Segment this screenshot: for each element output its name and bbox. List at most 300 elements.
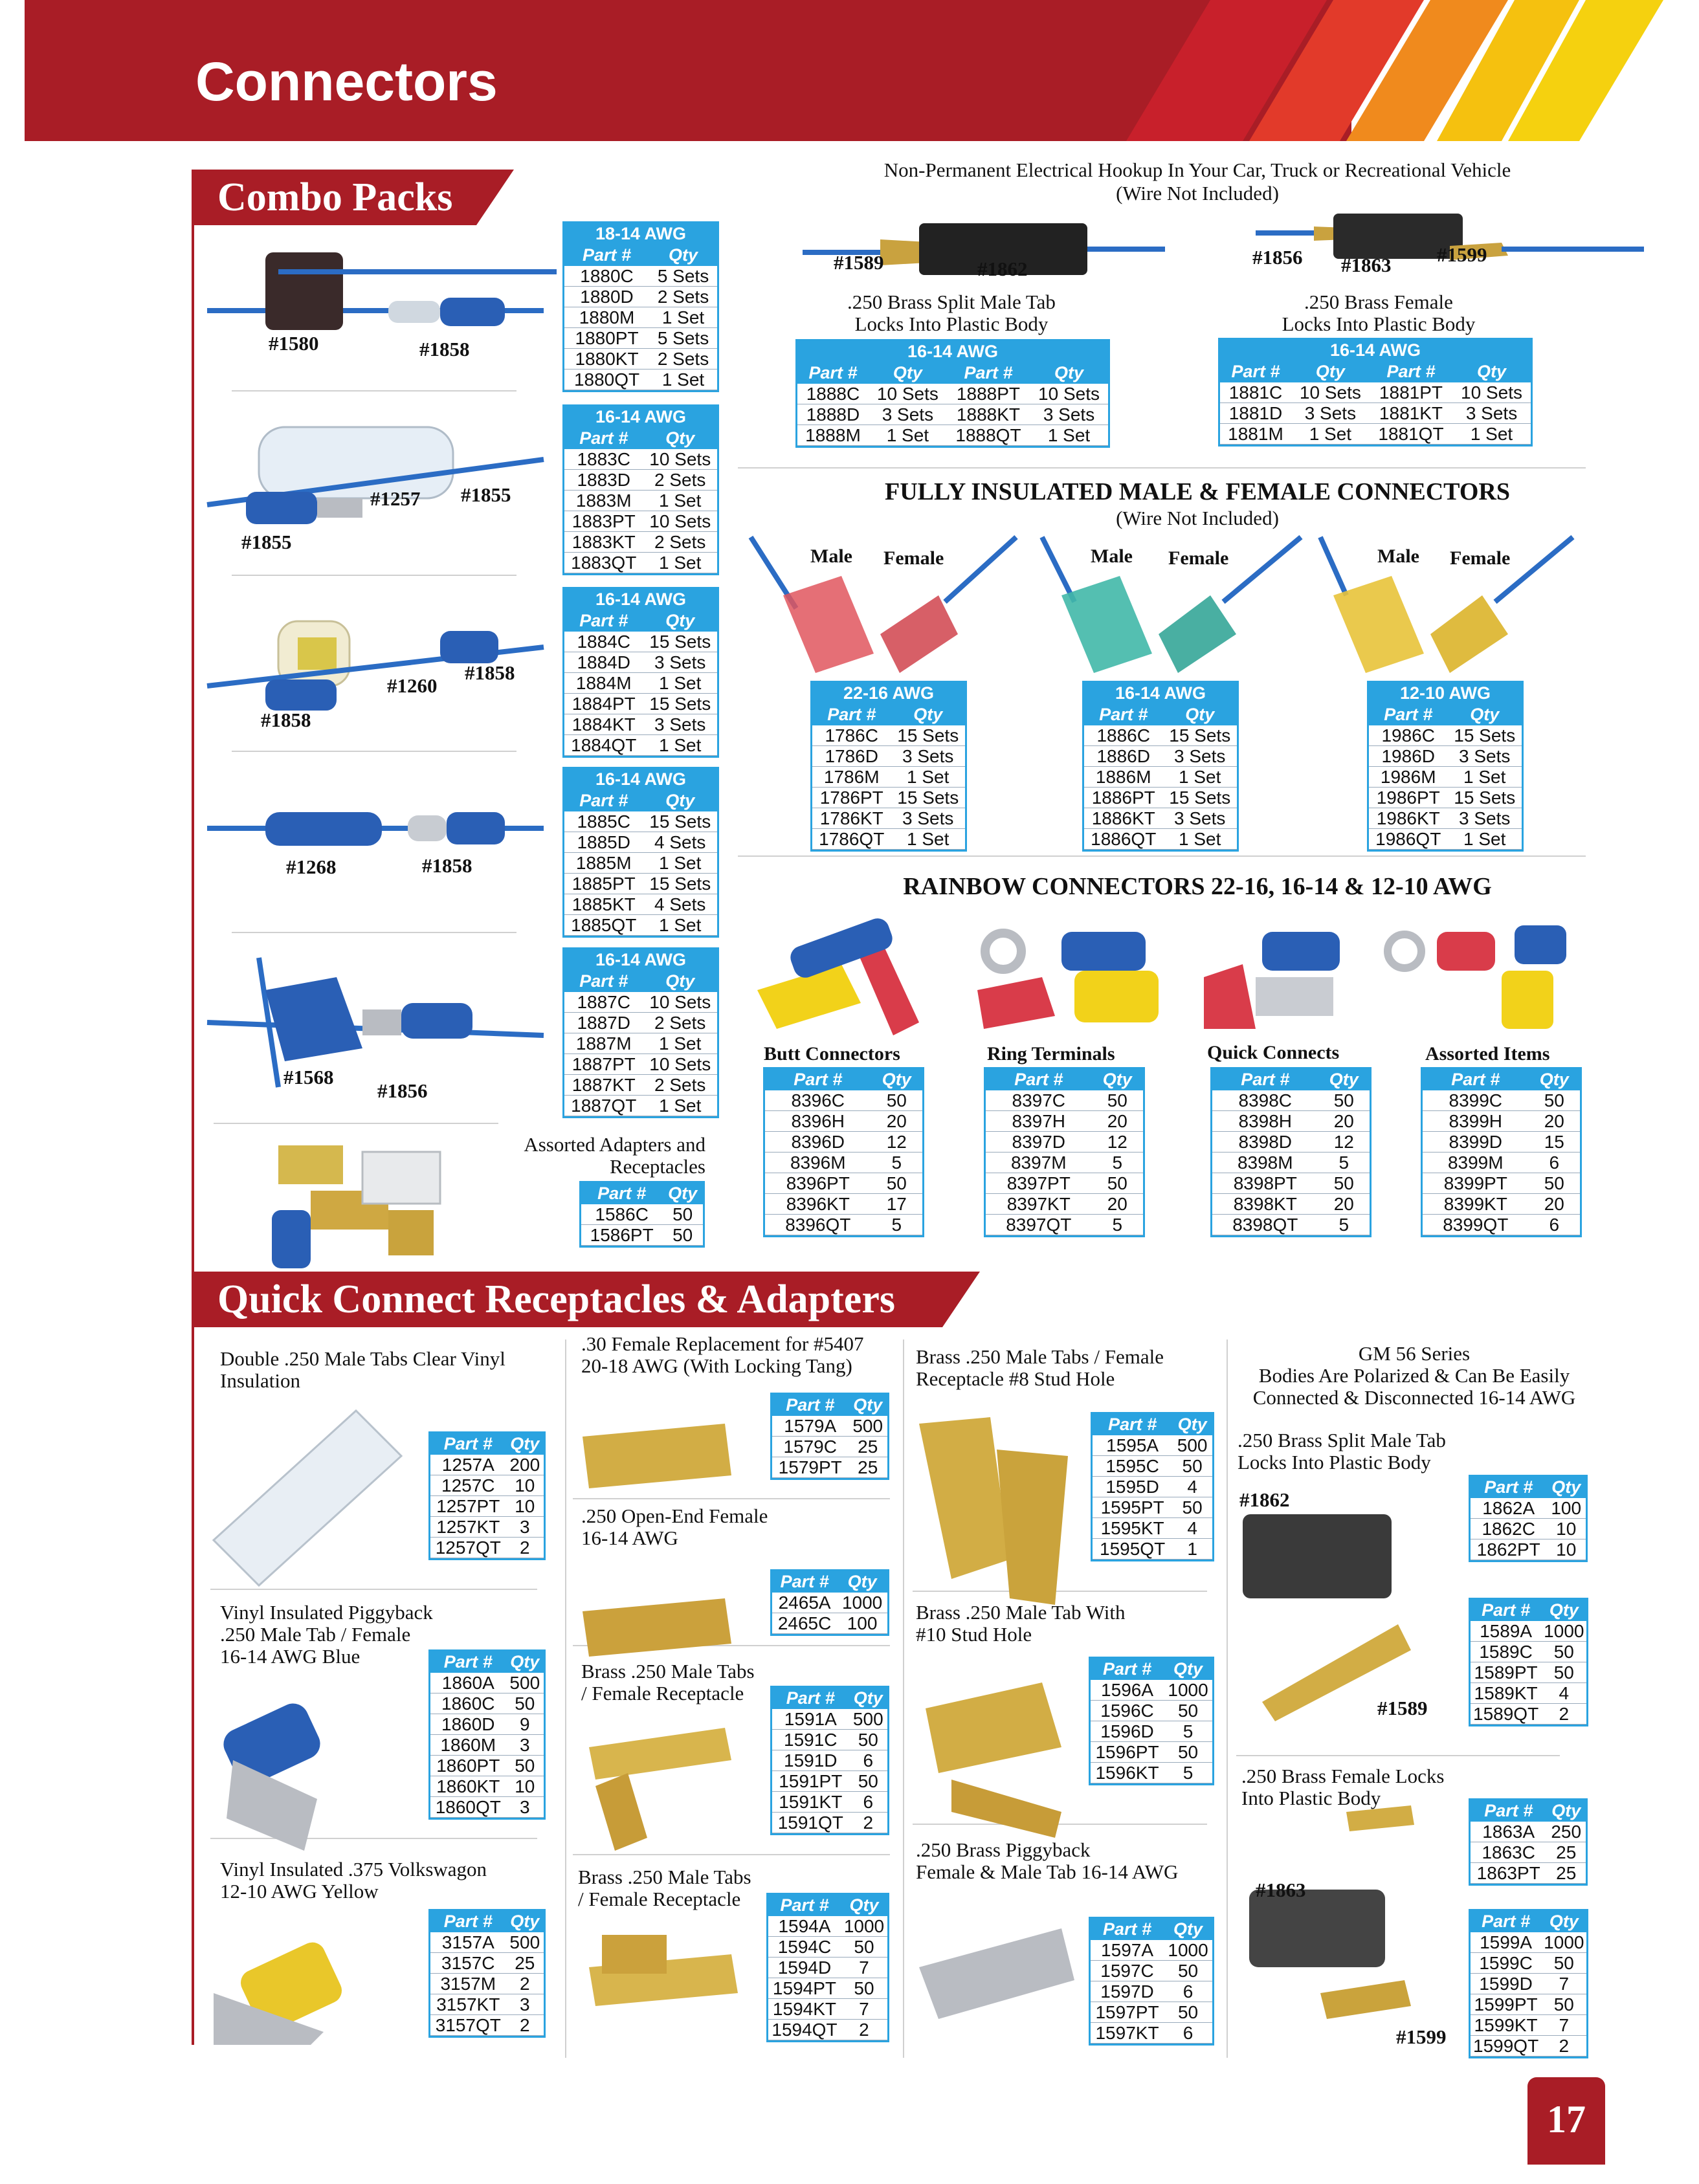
qty-cell: 50 — [1541, 1953, 1586, 1974]
part-number-cell: 1597C — [1091, 1961, 1164, 1981]
quick-col4-images — [1236, 1488, 1469, 2058]
qty-cell: 50 — [1172, 1497, 1212, 1518]
part-number-cell: 8398M — [1212, 1153, 1318, 1173]
category-label: Quick Connects — [1207, 1042, 1340, 1063]
part-number-cell: 1881M — [1220, 424, 1291, 445]
part-number-cell: 1579PT — [772, 1457, 848, 1478]
caption: Brass .250 Male Tabs / Female — [916, 1345, 1164, 1368]
part-number-cell: 1257KT — [430, 1517, 506, 1538]
caption: Double .250 Male Tabs Clear Vinyl — [220, 1347, 505, 1370]
part-label: #1580 — [269, 332, 319, 355]
table-row — [564, 992, 717, 1013]
part-label: #1858 — [465, 661, 515, 684]
part-number-cell: 1599A — [1471, 1932, 1541, 1953]
table-row — [564, 287, 717, 307]
caption: .250 Brass Piggyback — [916, 1838, 1091, 1861]
part-number-cell: 1595A — [1093, 1435, 1172, 1456]
qty-cell: 6 — [1529, 1215, 1580, 1235]
part-number-cell: 1986C — [1369, 725, 1447, 746]
part-number-cell: 1595PT — [1093, 1497, 1172, 1518]
table-row — [772, 1730, 887, 1750]
part-number-cell: 1257C — [430, 1475, 506, 1496]
part-number-cell: 1863A — [1471, 1822, 1546, 1842]
part-number-cell: 8396H — [765, 1111, 871, 1132]
parts-table-1886: 16-14 AWG Part # Qty 1886C 15 Sets 1886D 3 Sets 1886M 1 Set 1886PT 15 Sets 1886KT 3 Sets 1886QT 1 Set — [1084, 683, 1237, 850]
qty-cell: 2 — [506, 2015, 544, 2036]
table-row — [564, 449, 717, 470]
table-row — [768, 1978, 887, 1999]
table-row — [1369, 767, 1522, 788]
table-row — [768, 1937, 887, 1958]
qty-cell: 3 Sets — [1030, 404, 1108, 425]
qty-cell: 100 — [1546, 1498, 1586, 1519]
qty-cell: 4 — [1172, 1518, 1212, 1539]
female-label: Female — [1450, 547, 1511, 569]
table-row — [772, 1709, 887, 1730]
qty-cell: 1 Set — [891, 829, 965, 850]
part-number-cell: 8397C — [986, 1090, 1092, 1111]
qty-cell: 10 — [506, 1475, 544, 1496]
qty-cell: 1 Set — [891, 767, 965, 788]
qty-cell: 6 — [849, 1792, 887, 1813]
part-number-cell: 8396C — [765, 1090, 871, 1111]
qty-cell: 1 Set — [1291, 424, 1370, 445]
qty-cell: 5 — [1318, 1153, 1370, 1173]
qty-cell: 15 Sets — [643, 874, 717, 894]
caption: Locks Into Plastic Body — [1238, 1451, 1431, 1473]
table-row — [430, 1475, 544, 1496]
qty-cell: 50 — [1529, 1090, 1580, 1111]
part-number-cell: 8397H — [986, 1111, 1092, 1132]
qty-cell: 50 — [1541, 1642, 1586, 1662]
part-number-cell: 1860D — [430, 1714, 506, 1735]
qty-cell: 6 — [1164, 1981, 1212, 2002]
table-row — [564, 673, 717, 694]
part-number-cell: 8398KT — [1212, 1194, 1318, 1215]
table-row — [564, 1054, 717, 1075]
part-number-cell: 1594D — [768, 1958, 841, 1978]
table-row — [1084, 725, 1237, 746]
hookup-sub: (Wire Not Included) — [1116, 182, 1279, 204]
qty-cell: 50 — [849, 1730, 887, 1750]
table-row — [430, 1756, 544, 1776]
qty-cell: 1000 — [1164, 1680, 1212, 1701]
part-number-cell: 8399PT — [1423, 1173, 1529, 1194]
qty-cell: 7 — [1541, 1974, 1586, 1994]
qty-cell: 50 — [1318, 1173, 1370, 1194]
table-row — [430, 1994, 544, 2015]
part-number-cell: 1594PT — [768, 1978, 841, 1999]
qty-cell: 50 — [506, 1756, 544, 1776]
part-number-cell: 1880M — [564, 307, 649, 328]
qty-cell: 20 — [1092, 1111, 1143, 1132]
table-row — [1212, 1111, 1370, 1132]
qty-cell: 2 — [506, 1974, 544, 1994]
part-number-cell: 1881C — [1220, 382, 1291, 403]
table-row — [1093, 1435, 1212, 1456]
male-tab-caption-2: Locks Into Plastic Body — [854, 313, 1049, 335]
part-number-cell: 1884PT — [564, 694, 643, 714]
table-row — [564, 915, 717, 936]
table-row — [1091, 1940, 1212, 1961]
part-number-cell: 1884C — [564, 632, 643, 652]
qty-cell: 50 — [1541, 1662, 1586, 1683]
parts-table-1599: Part # Qty 1599A 1000 1599C 50 1599D 7 1599PT 50 1599KT 7 1599QT 2 — [1471, 1911, 1586, 2057]
table-row — [986, 1194, 1143, 1215]
qty-cell: 5 — [1318, 1215, 1370, 1235]
table-row — [772, 1750, 887, 1771]
part-number-cell: 1880D — [564, 287, 649, 307]
table-row — [564, 553, 717, 573]
qty-cell: 20 — [1092, 1194, 1143, 1215]
part-number-cell: 1594A — [768, 1916, 841, 1937]
table-row — [1091, 2023, 1212, 2044]
gm-caption: Bodies Are Polarized & Can Be Easily — [1258, 1364, 1570, 1387]
parts-table-1881: 16-14 AWG Part # Qty Part # Qty 1881C 10 Sets 1881PT 10 Sets 1881D 3 Sets 1881KT 3 Sets 1881M 1 Set 1881QT 1 Set — [1220, 340, 1531, 445]
part-label: #1855 — [461, 483, 511, 506]
table-row — [765, 1215, 922, 1235]
qty-cell: 5 Sets — [649, 328, 717, 349]
table-row — [772, 1771, 887, 1792]
part-number-cell: 1888KT — [947, 404, 1030, 425]
table-row — [1084, 746, 1237, 767]
part-number-cell: 1885QT — [564, 915, 643, 936]
combo-packs-banner — [192, 170, 476, 225]
table-row — [564, 491, 717, 511]
male-label: Male — [1377, 546, 1419, 567]
part-number-cell: 1597D — [1091, 1981, 1164, 2002]
part-number-cell: 1888D — [797, 404, 869, 425]
part-number-cell: 1886M — [1084, 767, 1162, 788]
divider — [232, 390, 516, 392]
part-number-cell: 8398QT — [1212, 1215, 1318, 1235]
part-number-cell: 1786KT — [812, 808, 891, 829]
table-row — [564, 832, 717, 853]
part-number-cell: 1596A — [1091, 1680, 1164, 1701]
table-row — [1091, 1701, 1212, 1721]
parts-table-1862: Part # Qty 1862A 100 1862C 10 1862PT 10 — [1471, 1477, 1586, 1560]
part-number-cell: 1589QT — [1471, 1704, 1541, 1725]
table-row — [430, 1735, 544, 1756]
parts-table-1884: 16-14 AWG Part # Qty 1884C 15 Sets 1884D 3 Sets 1884M 1 Set 1884PT 15 Sets 1884KT 3 Sets 1884QT 1 Set — [564, 589, 717, 756]
part-number-cell: 1885M — [564, 853, 643, 874]
part-number-cell: 1884D — [564, 652, 643, 673]
part-number-cell: 1591KT — [772, 1792, 849, 1813]
male-tab-caption: .250 Brass Split Male Tab — [847, 291, 1056, 313]
qty-cell: 3 Sets — [869, 404, 947, 425]
part-label: #1568 — [283, 1066, 334, 1088]
qty-cell: 1 Set — [1030, 425, 1108, 446]
part-number-cell: 8396KT — [765, 1194, 871, 1215]
part-number-cell: 1591D — [772, 1750, 849, 1771]
part-number-cell: 1880PT — [564, 328, 649, 349]
qty-cell: 1 Set — [643, 553, 717, 573]
part-number-cell: 1880KT — [564, 349, 649, 370]
qty-cell: 1 Set — [649, 370, 717, 390]
part-number-cell: 1597A — [1091, 1940, 1164, 1961]
part-number-cell: 1880QT — [564, 370, 649, 390]
qty-cell: 3 Sets — [891, 746, 965, 767]
part-number-cell: 1887M — [564, 1033, 643, 1054]
part-number-cell: 1591QT — [772, 1813, 849, 1833]
part-number-cell: 1594KT — [768, 1999, 841, 2020]
table-row — [1212, 1132, 1370, 1153]
table-row — [564, 1075, 717, 1096]
part-number-cell: 1257A — [430, 1455, 506, 1475]
part-number-cell: 1586PT — [581, 1225, 662, 1246]
part-number-cell: 1986QT — [1369, 829, 1447, 850]
part-number-cell: 1257PT — [430, 1496, 506, 1517]
page-number: 17 — [1527, 2077, 1605, 2165]
part-number-cell: 1883KT — [564, 532, 643, 553]
part-number-cell: 8398PT — [1212, 1173, 1318, 1194]
qty-cell: 3 — [506, 1797, 544, 1818]
caption: Into Plastic Body — [1241, 1787, 1381, 1809]
qty-cell: 1 Set — [643, 735, 717, 756]
qty-cell: 7 — [841, 1958, 887, 1978]
parts-table-1880: 18-14 AWG Part # Qty 1880C 5 Sets 1880D 2 Sets 1880M 1 Set 1880PT 5 Sets 1880KT 2 Sets 1880QT 1 Set — [564, 223, 717, 390]
part-number-cell: 1881QT — [1370, 424, 1452, 445]
part-number-cell: 1883D — [564, 470, 643, 491]
caption: 12-10 AWG Yellow — [220, 1880, 379, 1903]
qty-cell: 4 Sets — [643, 832, 717, 853]
qty-cell: 500 — [506, 1673, 544, 1693]
qty-cell: 25 — [1546, 1863, 1586, 1884]
part-number-cell: 1883QT — [564, 553, 643, 573]
qty-cell: 3 Sets — [1162, 808, 1237, 829]
quick-col2-images — [576, 1385, 770, 2032]
caption: .250 Open-End Female — [581, 1505, 768, 1527]
table-row — [797, 425, 1108, 446]
table-row — [1471, 1932, 1586, 1953]
caption: Brass .250 Male Tabs — [581, 1660, 755, 1682]
qty-cell: 50 — [506, 1693, 544, 1714]
part-number-cell: 1887C — [564, 992, 643, 1013]
part-number-cell: 1881KT — [1370, 403, 1452, 424]
parts-table-1885: 16-14 AWG Part # Qty 1885C 15 Sets 1885D 4 Sets 1885M 1 Set 1885PT 15 Sets 1885KT 4 Sets 1885QT 1 Set — [564, 769, 717, 936]
table-row — [1471, 1842, 1586, 1863]
qty-cell: 5 — [1092, 1153, 1143, 1173]
part-number-cell: 1257QT — [430, 1538, 506, 1558]
table-row — [1093, 1539, 1212, 1560]
qty-cell: 10 — [1546, 1519, 1586, 1539]
part-number-cell: 1886PT — [1084, 788, 1162, 808]
table-row — [765, 1153, 922, 1173]
caption: Vinyl Insulated Piggyback — [220, 1601, 433, 1624]
qty-cell: 1 Set — [869, 425, 947, 446]
table-row — [772, 1792, 887, 1813]
table-row — [765, 1132, 922, 1153]
table-row — [1369, 808, 1522, 829]
table-row — [1091, 1763, 1212, 1783]
qty-cell: 1 Set — [643, 915, 717, 936]
table-row — [986, 1153, 1143, 1173]
parts-table-1860: Part # Qty 1860A 500 1860C 50 1860D 9 1860M 3 1860PT 50 1860KT 10 1860QT 3 — [430, 1651, 544, 1818]
part-label: #1257 — [370, 487, 421, 510]
caption: .30 Female Replacement for #5407 — [581, 1332, 864, 1355]
qty-cell: 250 — [1546, 1822, 1586, 1842]
qty-cell: 6 — [1164, 2023, 1212, 2044]
part-label: #1589 — [834, 251, 884, 274]
table-row — [564, 853, 717, 874]
qty-cell: 3 Sets — [1162, 746, 1237, 767]
qty-cell: 10 — [506, 1496, 544, 1517]
qty-cell: 1 Set — [1162, 767, 1237, 788]
male-label: Male — [1091, 546, 1133, 567]
table-row — [564, 307, 717, 328]
part-number-cell: 2465C — [772, 1613, 837, 1634]
qty-cell: 15 Sets — [643, 694, 717, 714]
part-number-cell: 1579C — [772, 1437, 848, 1457]
parts-table-1594: Part # Qty 1594A 1000 1594C 50 1594D 7 1594PT 50 1594KT 7 1594QT 2 — [768, 1895, 887, 2040]
qty-cell: 10 — [506, 1776, 544, 1797]
qty-cell: 4 Sets — [643, 894, 717, 915]
part-number-cell: 3157A — [430, 1932, 506, 1953]
table-row — [1084, 767, 1237, 788]
qty-cell: 3 Sets — [1291, 403, 1370, 424]
qty-cell: 1 Set — [1447, 829, 1522, 850]
part-number-cell: 8399M — [1423, 1153, 1529, 1173]
qty-cell: 2 Sets — [649, 349, 717, 370]
caption: Brass .250 Male Tab With — [916, 1601, 1126, 1624]
table-row — [812, 746, 965, 767]
part-number-cell: 8399QT — [1423, 1215, 1529, 1235]
qty-cell: 15 Sets — [1447, 788, 1522, 808]
part-number-cell: 1885KT — [564, 894, 643, 915]
table-row — [1471, 1704, 1586, 1725]
table-row — [772, 1813, 887, 1833]
parts-table-1863: Part # Qty 1863A 250 1863C 25 1863PT 25 — [1471, 1800, 1586, 1884]
part-number-cell: 1597PT — [1091, 2002, 1164, 2023]
gm-caption-2: Connected & Disconnected 16-14 AWG — [1252, 1386, 1576, 1409]
qty-cell: 3 Sets — [643, 652, 717, 673]
qty-cell: 10 Sets — [1291, 382, 1370, 403]
qty-cell: 50 — [662, 1204, 703, 1225]
category-label: Assorted Items — [1425, 1043, 1550, 1064]
table-row — [768, 2020, 887, 2040]
qty-cell: 500 — [848, 1416, 887, 1437]
qty-cell: 50 — [1318, 1090, 1370, 1111]
table-row — [430, 1797, 544, 1818]
qty-cell: 10 Sets — [643, 992, 717, 1013]
part-number-cell: 1579A — [772, 1416, 848, 1437]
qty-cell: 25 — [848, 1457, 887, 1478]
qty-cell: 25 — [1546, 1842, 1586, 1863]
table-row — [1423, 1132, 1580, 1153]
divider — [738, 467, 1586, 469]
part-number-cell: 1886C — [1084, 725, 1162, 746]
table-row — [1084, 788, 1237, 808]
part-number-cell: 1883PT — [564, 511, 643, 532]
table-row — [1471, 1683, 1586, 1704]
table-row — [1423, 1111, 1580, 1132]
part-number-cell: 8399D — [1423, 1132, 1529, 1153]
table-row — [1471, 1863, 1586, 1884]
part-number-cell: 1885D — [564, 832, 643, 853]
qty-cell: 50 — [1164, 1961, 1212, 1981]
table-row — [797, 404, 1108, 425]
qty-cell: 6 — [1529, 1153, 1580, 1173]
qty-cell: 10 Sets — [643, 1054, 717, 1075]
qty-cell: 5 Sets — [649, 266, 717, 287]
part-number-cell: 8396QT — [765, 1215, 871, 1235]
male-label: Male — [810, 546, 852, 567]
qty-cell: 1 Set — [1452, 424, 1531, 445]
table-row — [1084, 829, 1237, 850]
part-number-cell: 3157C — [430, 1953, 506, 1974]
table-row — [986, 1215, 1143, 1235]
qty-cell: 3 — [506, 1735, 544, 1756]
table-row — [564, 511, 717, 532]
part-number-cell: 1986M — [1369, 767, 1447, 788]
female-caption: .250 Brass Female — [1304, 291, 1453, 313]
caption: Female & Male Tab 16-14 AWG — [916, 1860, 1179, 1883]
parts-table-8396: Part # Qty 8396C 50 8396H 20 8396D 12 8396M 5 8396PT 50 8396KT 17 8396QT 5 — [765, 1069, 922, 1235]
part-number-cell: 1786QT — [812, 829, 891, 850]
part-number-cell: 1887QT — [564, 1096, 643, 1116]
part-number-cell: 1786PT — [812, 788, 891, 808]
table-row — [768, 1916, 887, 1937]
part-number-cell: 1599QT — [1471, 2036, 1541, 2057]
part-number-cell: 1860M — [430, 1735, 506, 1756]
qty-cell: 2 Sets — [643, 1013, 717, 1033]
qty-cell: 50 — [1529, 1173, 1580, 1194]
part-number-cell: 8397D — [986, 1132, 1092, 1153]
part-number-cell: 1591PT — [772, 1771, 849, 1792]
part-number-cell: 3157M — [430, 1974, 506, 1994]
qty-cell: 9 — [506, 1714, 544, 1735]
qty-cell: 20 — [1318, 1111, 1370, 1132]
part-number-cell: 1589PT — [1471, 1662, 1541, 1683]
table-row — [765, 1090, 922, 1111]
part-label: #1268 — [286, 855, 337, 878]
table-row — [812, 808, 965, 829]
parts-table-1589: Part # Qty 1589A 1000 1589C 50 1589PT 50 1589KT 4 1589QT 2 — [1471, 1600, 1586, 1725]
part-number-cell: 1860A — [430, 1673, 506, 1693]
table-row — [797, 384, 1108, 404]
parts-table-1887: 16-14 AWG Part # Qty 1887C 10 Sets 1887D 2 Sets 1887M 1 Set 1887PT 10 Sets 1887KT 2 Sets 1887QT 1 Set — [564, 949, 717, 1116]
part-number-cell: 1986PT — [1369, 788, 1447, 808]
caption: #10 Stud Hole — [916, 1623, 1032, 1646]
part-number-cell: 8399C — [1423, 1090, 1529, 1111]
qty-cell: 2 Sets — [643, 532, 717, 553]
parts-table-8399: Part # Qty 8399C 50 8399H 20 8399D 15 8399M 6 8399PT 50 8399KT 20 8399QT 6 — [1423, 1069, 1580, 1235]
table-row — [1471, 1822, 1586, 1842]
qty-cell: 3 Sets — [643, 714, 717, 735]
part-number-cell: 1596D — [1091, 1721, 1164, 1742]
table-row — [564, 328, 717, 349]
qty-cell: 15 Sets — [891, 725, 965, 746]
part-number-cell: 1888QT — [947, 425, 1030, 446]
qty-cell: 15 Sets — [643, 632, 717, 652]
part-number-cell: 1860KT — [430, 1776, 506, 1797]
table-row — [1471, 1974, 1586, 1994]
table-row — [564, 370, 717, 390]
qty-cell: 12 — [1318, 1132, 1370, 1153]
table-row — [564, 470, 717, 491]
qty-cell: 2 Sets — [643, 1075, 717, 1096]
table-row — [1471, 1498, 1586, 1519]
qty-cell: 15 Sets — [1162, 725, 1237, 746]
caption: Brass .250 Male Tabs — [578, 1866, 751, 1888]
table-row — [564, 349, 717, 370]
part-number-cell: 8397QT — [986, 1215, 1092, 1235]
table-row — [986, 1111, 1143, 1132]
part-number-cell: 1599PT — [1471, 1994, 1541, 2015]
qty-cell: 10 — [1546, 1539, 1586, 1560]
caption: 20-18 AWG (With Locking Tang) — [581, 1354, 852, 1377]
part-label: #1855 — [241, 531, 292, 553]
